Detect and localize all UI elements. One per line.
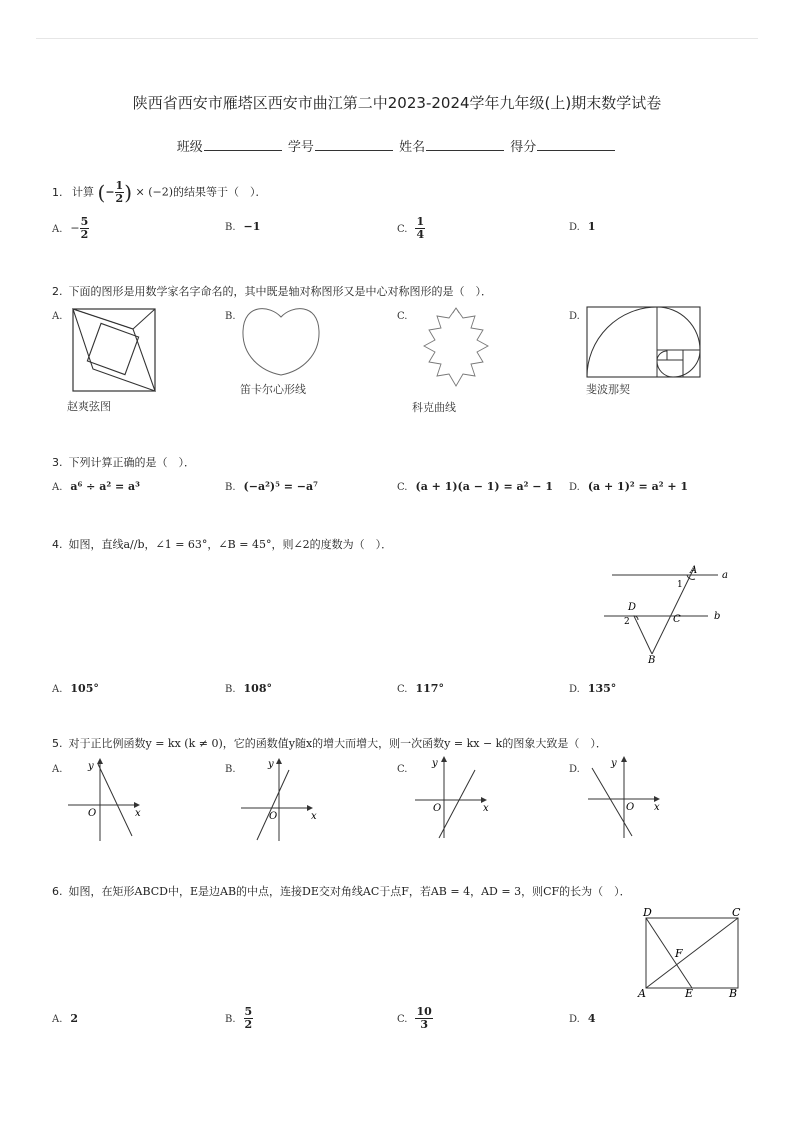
- origin-label: O: [269, 811, 278, 822]
- question-2: [52, 283, 492, 299]
- q5-graph-d: [586, 754, 666, 840]
- fraction: [244, 1006, 254, 1031]
- numerator: 5: [244, 1005, 253, 1018]
- sign: −: [105, 185, 115, 199]
- label-D: D: [628, 602, 637, 613]
- q4-option-b[interactable]: [225, 682, 272, 695]
- option-label: B.: [225, 222, 236, 233]
- q1-option-d[interactable]: [569, 220, 596, 233]
- option-value: 135°: [587, 682, 617, 695]
- option-value: 108°: [243, 682, 272, 695]
- option-label: C.: [397, 223, 408, 235]
- denominator: 2: [244, 1018, 253, 1031]
- question-6: [52, 883, 631, 899]
- paren-close: ): [124, 180, 132, 205]
- name-blank[interactable]: [426, 138, 504, 151]
- fibonacci-spiral: [586, 306, 702, 378]
- label-E: E: [685, 987, 694, 1000]
- label-C: C: [673, 614, 681, 625]
- x-axis-label: x: [654, 802, 660, 813]
- q2-option-a[interactable]: [52, 309, 70, 322]
- option-label: B.: [225, 684, 236, 695]
- zhao-shuang-diagram: [72, 308, 158, 394]
- option-value: (−a²)⁵ = −a⁷: [243, 480, 318, 493]
- question-text-end: 的结果等于（ ）．: [173, 185, 267, 199]
- y-axis-label: y: [268, 759, 274, 770]
- option-label: A.: [52, 482, 63, 493]
- times-sign: ×: [135, 185, 145, 199]
- option-value: 1: [587, 220, 596, 233]
- label-angle-2: 2: [624, 617, 630, 627]
- option-value: (a + 1)² = a² + 1: [587, 480, 689, 493]
- y-axis-label: y: [611, 758, 617, 769]
- q1-option-a[interactable]: [52, 216, 89, 241]
- question-text: 如图，直线a//b，∠1 = 63°，∠B = 45°，则∠2的度数为（ ）．: [68, 538, 393, 551]
- denominator: 4: [416, 228, 425, 241]
- question-text: 计算: [72, 185, 94, 199]
- option-label: D.: [569, 1014, 580, 1025]
- id-blank[interactable]: [315, 138, 393, 151]
- option-value: a⁶ ÷ a² = a³: [70, 480, 140, 493]
- label-angle-1: 1: [677, 580, 683, 590]
- y-axis-label: y: [88, 761, 94, 772]
- option-label: D.: [569, 482, 580, 493]
- q3-option-c[interactable]: [397, 480, 553, 493]
- exam-title: 陕西省西安市雁塔区西安市曲江第二中2023-2024学年九年级(上)期末数学试卷: [132, 94, 662, 112]
- origin-label: O: [433, 803, 442, 814]
- option-value: (a + 1)(a − 1) = a² − 1: [415, 480, 553, 493]
- question-number: 2.: [52, 285, 63, 298]
- q5-graph-c: [413, 754, 493, 840]
- option-label: D.: [569, 684, 580, 695]
- option-label: D.: [569, 764, 580, 775]
- fraction: [115, 180, 125, 205]
- label-B: B: [729, 987, 738, 1000]
- q4-option-d[interactable]: [569, 682, 616, 695]
- q5-graph-a: [68, 756, 148, 842]
- question-number: 4.: [52, 538, 63, 551]
- numerator: 1: [416, 215, 425, 228]
- q3-option-d[interactable]: [569, 480, 688, 493]
- denominator: 2: [115, 192, 124, 205]
- option-label: A.: [52, 311, 63, 322]
- option-value: 105°: [70, 682, 99, 695]
- question-4: [52, 536, 392, 552]
- q2-b-caption: 笛卡尔心形线: [240, 383, 306, 396]
- q6-option-a[interactable]: [52, 1012, 78, 1025]
- label-b: b: [714, 611, 721, 622]
- cardioid-curve: [240, 305, 322, 377]
- paren-open: (: [97, 180, 106, 205]
- option-label: C.: [397, 684, 408, 695]
- q2-c-caption: 科克曲线: [412, 401, 456, 414]
- label-A: A: [638, 987, 646, 1000]
- x-axis-label: x: [311, 811, 317, 822]
- class-label: 班级: [176, 140, 203, 155]
- y-axis-label: y: [432, 758, 438, 769]
- class-blank[interactable]: [204, 138, 282, 151]
- option-label: C.: [397, 482, 408, 493]
- label-F: F: [675, 947, 683, 960]
- option-label: D.: [569, 222, 580, 233]
- option-label: B.: [225, 311, 236, 322]
- option-label: A.: [52, 684, 63, 695]
- option-label: B.: [225, 764, 236, 775]
- student-info-line: [0, 136, 794, 155]
- question-5: [52, 735, 607, 751]
- x-axis-label: x: [483, 803, 489, 814]
- q4-option-a[interactable]: [52, 682, 99, 695]
- option-label: D.: [569, 311, 580, 322]
- option-label: C.: [397, 311, 408, 322]
- option-value: 4: [587, 1012, 596, 1025]
- question-text: 下列计算正确的是（ ）．: [68, 456, 195, 469]
- question-3: [52, 454, 195, 470]
- label-a: a: [722, 570, 728, 581]
- question-number: 6.: [52, 885, 63, 898]
- multiplier: (−2): [148, 185, 174, 199]
- option-label: B.: [225, 482, 236, 493]
- numerator: 10: [416, 1005, 432, 1018]
- label-A: A: [690, 565, 698, 576]
- option-label: C.: [397, 764, 408, 775]
- option-label: A.: [52, 764, 63, 775]
- q6-option-c[interactable]: [397, 1006, 433, 1031]
- fraction: [415, 216, 425, 241]
- question-number: 1.: [52, 185, 63, 199]
- q6-option-b[interactable]: [225, 1006, 253, 1031]
- question-number: 5.: [52, 737, 63, 750]
- option-value: 2: [70, 1012, 79, 1025]
- label-C: C: [732, 906, 741, 919]
- koch-snowflake: [413, 306, 499, 396]
- label-B: B: [648, 655, 656, 666]
- q6-option-d[interactable]: [569, 1012, 596, 1025]
- denominator: 3: [420, 1018, 428, 1031]
- question-number: 3.: [52, 456, 63, 469]
- question-text: 对于正比例函数y = kx (k ≠ 0)，它的函数值y随x的增大而增大，则一次函数y = kx − k的图象大致是（ ）．: [68, 737, 607, 750]
- id-label: 学号: [287, 140, 314, 155]
- numerator: 1: [115, 179, 124, 192]
- option-value: 117°: [415, 682, 444, 695]
- option-value: −1: [243, 220, 261, 233]
- q2-a-caption: 赵爽弦图: [67, 400, 111, 413]
- rectangle-abcd-figure: [636, 906, 748, 1002]
- q3-option-b[interactable]: [225, 480, 318, 493]
- denominator: 2: [80, 228, 89, 241]
- option-label: A.: [52, 1014, 63, 1025]
- fraction: [415, 1006, 432, 1031]
- question-1: [52, 180, 267, 205]
- score-label: 得分: [510, 140, 537, 155]
- q5-graph-b: [241, 756, 321, 842]
- option-label: A.: [52, 223, 63, 235]
- sign: −: [70, 221, 80, 235]
- top-divider: [36, 38, 758, 39]
- origin-label: O: [626, 802, 635, 813]
- score-blank[interactable]: [537, 138, 615, 151]
- option-label: C.: [397, 1013, 408, 1025]
- q4-option-c[interactable]: [397, 682, 444, 695]
- question-text: 下面的图形是用数学家名字命名的，其中既是轴对称图形又是中心对称图形的是（ ）．: [68, 285, 492, 298]
- parallel-lines-figure: [604, 562, 738, 666]
- q1-option-b[interactable]: [225, 220, 260, 233]
- q2-d-caption: 斐波那契: [586, 383, 630, 396]
- fraction: [80, 216, 90, 241]
- x-axis-label: x: [135, 808, 141, 819]
- option-label: B.: [225, 1013, 236, 1025]
- q3-option-a[interactable]: [52, 480, 140, 493]
- label-D: D: [643, 906, 652, 919]
- question-text: 如图，在矩形ABCD中，E是边AB的中点，连接DE交对角线AC于点F，若AB = 4，AD = 3，则CF的长为（ ）．: [68, 885, 631, 898]
- name-label: 姓名: [399, 140, 426, 155]
- origin-label: O: [88, 808, 97, 819]
- numerator: 5: [80, 215, 89, 228]
- q1-option-c[interactable]: [397, 216, 425, 241]
